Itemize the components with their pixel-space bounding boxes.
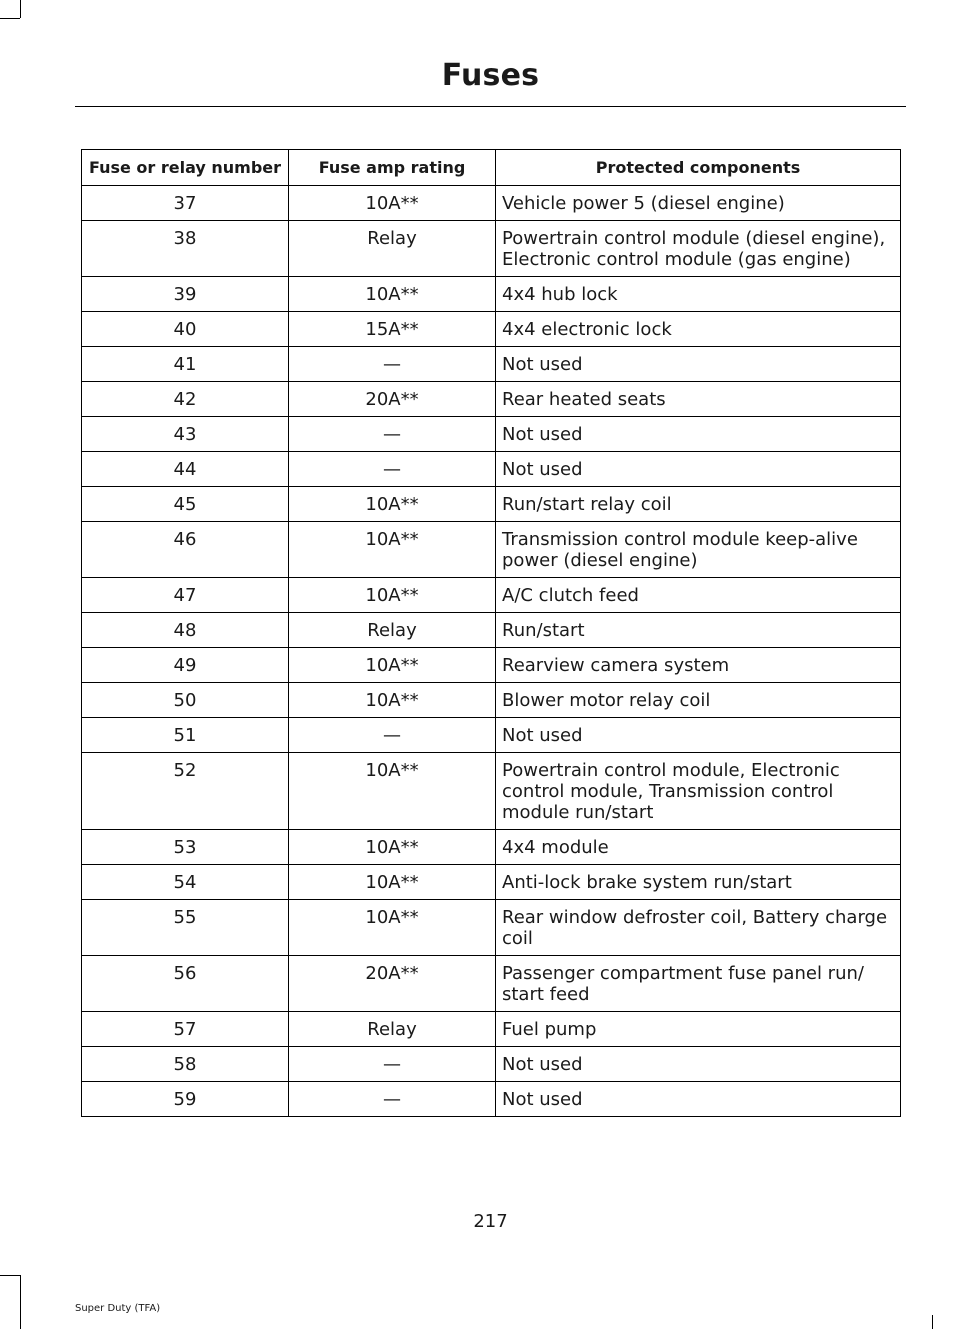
amp-rating-cell: 10A**: [289, 522, 496, 578]
column-header-amp-rating: Fuse amp rating: [289, 150, 496, 186]
table-row: [82, 1047, 901, 1082]
page-title: Fuses: [441, 58, 540, 93]
amp-rating-cell: 20A**: [289, 956, 496, 1012]
table-row: [82, 487, 901, 522]
table-row: [82, 1082, 901, 1117]
crop-mark-bottom-left-horizontal: [0, 1275, 20, 1276]
table-row: [82, 452, 901, 487]
fuse-table: [81, 149, 901, 1117]
fuse-number-cell: 49: [82, 648, 289, 683]
amp-rating-cell: 15A**: [289, 312, 496, 347]
amp-rating-cell: 10A**: [289, 277, 496, 312]
amp-rating-cell: —: [289, 718, 496, 753]
fuse-number-cell: 50: [82, 683, 289, 718]
protected-components-cell: Fuel pump: [496, 1012, 901, 1047]
table-body: [82, 186, 901, 1117]
protected-components-cell: Rearview camera system: [496, 648, 901, 683]
protected-components-cell: Not used: [496, 347, 901, 382]
table-header-row: [82, 150, 901, 186]
fuse-number-cell: 38: [82, 221, 289, 277]
footer-vehicle-label: Super Duty (TFA): [75, 1303, 161, 1314]
fuse-number-cell: 55: [82, 900, 289, 956]
column-header-fuse-number: Fuse or relay number: [82, 150, 289, 186]
protected-components-cell: Powertrain control module, Electronic control module, Transmission control module run/start: [496, 753, 901, 830]
protected-components-cell: Run/start relay coil: [496, 487, 901, 522]
crop-mark-bottom-right-vertical: [932, 1315, 933, 1329]
amp-rating-cell: Relay: [289, 221, 496, 277]
table-row: [82, 865, 901, 900]
amp-rating-cell: 10A**: [289, 487, 496, 522]
table-row: [82, 347, 901, 382]
crop-mark-top-left-vertical: [20, 0, 21, 18]
protected-components-cell: Powertrain control module (diesel engine), Electronic control module (gas engine): [496, 221, 901, 277]
table-row: [82, 578, 901, 613]
amp-rating-cell: 10A**: [289, 186, 496, 221]
table-row: [82, 683, 901, 718]
fuse-number-cell: 37: [82, 186, 289, 221]
fuse-number-cell: 48: [82, 613, 289, 648]
fuse-number-cell: 39: [82, 277, 289, 312]
amp-rating-cell: 10A**: [289, 753, 496, 830]
page-number: 217: [473, 1211, 508, 1232]
fuse-number-cell: 44: [82, 452, 289, 487]
amp-rating-cell: —: [289, 347, 496, 382]
table-row: [82, 417, 901, 452]
protected-components-cell: Blower motor relay coil: [496, 683, 901, 718]
amp-rating-cell: Relay: [289, 1012, 496, 1047]
amp-rating-cell: —: [289, 417, 496, 452]
fuse-number-cell: 54: [82, 865, 289, 900]
protected-components-cell: Not used: [496, 1047, 901, 1082]
table-row: [82, 186, 901, 221]
fuse-number-cell: 56: [82, 956, 289, 1012]
amp-rating-cell: 20A**: [289, 382, 496, 417]
fuse-number-cell: 51: [82, 718, 289, 753]
table-row: [82, 648, 901, 683]
protected-components-cell: Not used: [496, 718, 901, 753]
amp-rating-cell: 10A**: [289, 900, 496, 956]
fuse-number-cell: 40: [82, 312, 289, 347]
fuse-number-cell: 52: [82, 753, 289, 830]
table-row: [82, 522, 901, 578]
protected-components-cell: Not used: [496, 452, 901, 487]
table-row: [82, 221, 901, 277]
fuse-number-cell: 45: [82, 487, 289, 522]
amp-rating-cell: 10A**: [289, 578, 496, 613]
fuse-number-cell: 53: [82, 830, 289, 865]
protected-components-cell: Anti-lock brake system run/start: [496, 865, 901, 900]
protected-components-cell: Rear window defroster coil, Battery charge coil: [496, 900, 901, 956]
protected-components-cell: Run/start: [496, 613, 901, 648]
protected-components-cell: Not used: [496, 1082, 901, 1117]
table-row: [82, 277, 901, 312]
column-header-protected-components: Protected components: [496, 150, 901, 186]
fuse-number-cell: 41: [82, 347, 289, 382]
fuse-number-cell: 46: [82, 522, 289, 578]
protected-components-cell: Passenger compartment fuse panel run/ start feed: [496, 956, 901, 1012]
table-row: [82, 753, 901, 830]
table-row: [82, 830, 901, 865]
table-row: [82, 956, 901, 1012]
table-row: [82, 382, 901, 417]
protected-components-cell: 4x4 module: [496, 830, 901, 865]
protected-components-cell: Transmission control module keep-alive power (diesel engine): [496, 522, 901, 578]
fuse-number-cell: 42: [82, 382, 289, 417]
protected-components-cell: Rear heated seats: [496, 382, 901, 417]
table-row: [82, 312, 901, 347]
protected-components-cell: 4x4 hub lock: [496, 277, 901, 312]
amp-rating-cell: —: [289, 452, 496, 487]
title-divider: [75, 106, 906, 107]
fuse-number-cell: 57: [82, 1012, 289, 1047]
protected-components-cell: A/C clutch feed: [496, 578, 901, 613]
amp-rating-cell: 10A**: [289, 865, 496, 900]
amp-rating-cell: —: [289, 1082, 496, 1117]
crop-mark-bottom-left-vertical: [20, 1275, 21, 1329]
amp-rating-cell: 10A**: [289, 830, 496, 865]
fuse-number-cell: 47: [82, 578, 289, 613]
table-row: [82, 900, 901, 956]
amp-rating-cell: 10A**: [289, 648, 496, 683]
table-row: [82, 718, 901, 753]
table-row: [82, 613, 901, 648]
crop-mark-top-left-horizontal: [0, 18, 20, 19]
protected-components-cell: 4x4 electronic lock: [496, 312, 901, 347]
amp-rating-cell: 10A**: [289, 683, 496, 718]
fuse-number-cell: 58: [82, 1047, 289, 1082]
protected-components-cell: Not used: [496, 417, 901, 452]
protected-components-cell: Vehicle power 5 (diesel engine): [496, 186, 901, 221]
fuse-number-cell: 43: [82, 417, 289, 452]
amp-rating-cell: —: [289, 1047, 496, 1082]
amp-rating-cell: Relay: [289, 613, 496, 648]
table-row: [82, 1012, 901, 1047]
fuse-number-cell: 59: [82, 1082, 289, 1117]
